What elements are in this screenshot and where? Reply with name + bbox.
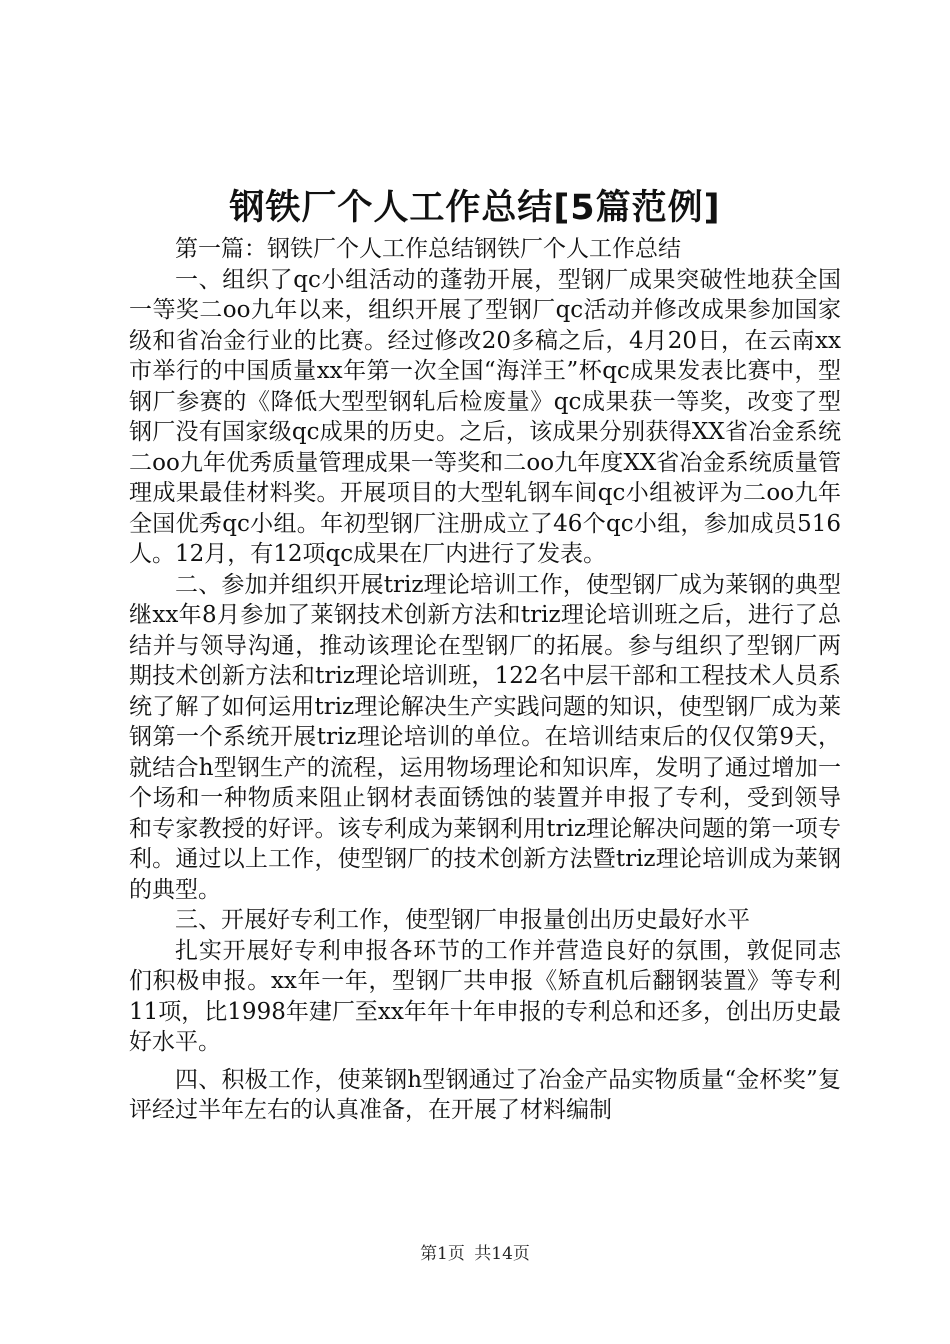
paragraph-patent-work: 扎实开展好专利申报各环节的工作并营造良好的氛围，敦促同志们积极申报。xx年一年，型钢厂共申报《矫直机后翻钢装置》等专利11项，比1998年建厂至xx年年十年申报的专利总和还多，创出历史最好水平。 [129,937,841,1055]
paragraph-qc-activity: 一、组织了qc小组活动的蓬勃开展，型钢厂成果突破性地获全国一等奖二oo九年以来，组织开展了型钢厂qc活动并修改成果参加国家级和省冶金行业的比赛。经过修改20多稿之后，4月20日，在云南xx市举行的中国质量xx年第一次全国“海洋王”杯qc成果发表比赛中，型钢厂参赛的《降低大型型钢轧后检废量》qc成果获一等奖，改变了型钢厂没有国家级qc成果的历史。之后，该成果分别获得XX省冶金系统二oo九年优秀质量管理成果一等奖和二oo九年度XX省冶金系统质量管理成果最佳材料奖。开展项目的大型轧钢车间qc小组被评为二oo九年全国优秀qc小组。年初型钢厂注册成立了46个qc小组，参加成员516人。12月，有12项qc成果在厂内进行了发表。 [129,266,841,567]
document-title: 钢铁厂个人工作总结[5篇范例] [229,188,721,228]
page-footer [0,1242,950,1266]
paragraph-section-heading: 第一篇：钢铁厂个人工作总结钢铁厂个人工作总结 [175,236,681,262]
page-total: 共14页 [474,1244,530,1264]
paragraph-triz-training: 二、参加并组织开展triz理论培训工作，使型钢厂成为莱钢的典型继xx年8月参加了莱钢技术创新方法和triz理论培训班之后，进行了总结并与领导沟通，推动该理论在型钢厂的拓展。参与组织了型钢厂两期技术创新方法和triz理论培训班，122名中层干部和工程技术人员系统了解了如何运用triz理论解决生产实践问题的知识，使型钢厂成为莱钢第一个系统开展triz理论培训的单位。在培训结束后的仅仅第9天，就结合h型钢生产的流程，运用物场理论和知识库，发明了通过增加一个场和一种物质来阻止钢材表面锈蚀的装置并申报了专利，受到领导和专家教授的好评。该专利成为莱钢利用triz理论解决问题的第一项专利。通过以上工作，使型钢厂的技术创新方法暨triz理论培训成为莱钢的典型。 [129,571,841,903]
paragraph-golden-cup: 四、积极工作，使莱钢h型钢通过了冶金产品实物质量“金杯奖”复评经过半年左右的认真准备，在开展了材料编制 [129,1066,841,1123]
paragraph-patent-heading: 三、开展好专利工作，使型钢厂申报量创出历史最好水平 [175,907,750,933]
page-number: 第1页 [420,1244,465,1264]
document-body [129,234,841,1126]
